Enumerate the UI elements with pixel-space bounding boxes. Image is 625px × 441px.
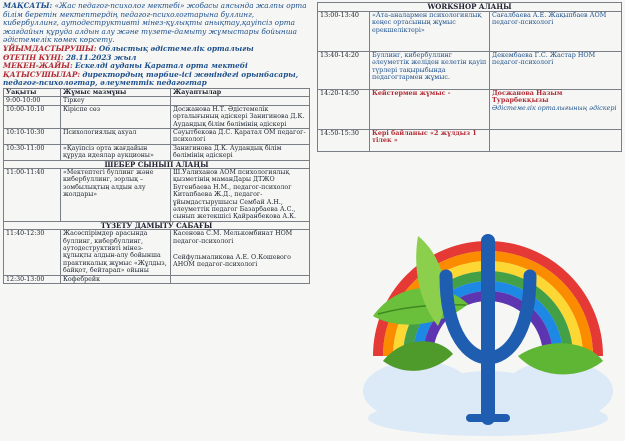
row-time: 13:00-13:40 [318,11,370,51]
row-time: 9:00-10:00 [4,97,61,105]
row-responsible: Декембаева Г.С. Жастар НОМ педагог-психологі [490,51,622,89]
participants-label: ҚАТЫСУШЫЛАР: [3,69,81,79]
psychology-psi-logo [358,186,616,438]
responsible-name: Досжанова Назым Турарбекқызы [492,88,563,104]
date-text: 28.11.2023 жыл [65,52,137,62]
participants-text: директордың тәрбие-ісі жөніндегі орынбасары, педагог-психологтар, әлеуметтік педагогтар [3,69,299,88]
table-row [318,89,622,129]
row-responsible: Ш.Уалиханов АОМ психологиялық қызметінің маманДары ДТЖО Бугенбаева Н.М., педагог-психолог Китапбаева Ж.Д., педагог-ұйымдастырушысы Сембай А.Н., әлеуметтік педагог Базарбаева А.С., сынып жетекшісі Қайранбекова А.К. [171,169,310,222]
row-responsible: Занигинова Д.К. Аудандық білім бөлімінің әдіскері [171,144,310,160]
row-responsible: Сағалбаева А.Е. Жақыпбаев АОМ педагог-психологі [490,11,622,51]
row-time: 10:00-10:10 [4,105,61,128]
spacer [173,245,307,254]
row-content: Кіріспе сөз [61,105,171,128]
row-responsible [171,230,310,275]
table-row [318,51,622,89]
row-content: Буллинг, кибербуллинг әлеуметтік желіден келетін қауіп түрлері тақырыбында педагогтармен жұмыс. [370,51,490,89]
row-content: «Қауіпсіз орта жағдайын құруда идеялар аукционы» [61,144,171,160]
address-text: Ескелді ауданы Қаратал орта мектебі [74,61,248,71]
row-content: Тіркеу [61,97,171,105]
right-column [317,2,622,152]
row-time: 12:30-13:00 [4,275,61,283]
table-row [4,230,310,275]
section-row-master [4,160,310,168]
left-column [3,2,310,284]
header-content: Жұмыс мазмұны [61,88,171,96]
row-content: «Ата-аналармен психологиялық кеңес ортасының жұмыс ерекшеліктері» [370,11,490,51]
row-content: «Мектептегі буллинг және кибербуллинг, зорлық – зомбылықтың алдын алу жолдары» [61,169,171,222]
goal-text: «Жас педагог-психолог мектебі» жобасы аясында жалпы орта білім беретін мектептердің педагог-психологтарына буллинг, кибербуллинг, аутодеструктивті мінез-құлықты анықтау,қауіпсіз орта жағдайын құруда алдын алу және түзете-дамыту жұмыстары бойынша әдістемелік көмек көрсету. [3,1,307,45]
table-row [4,169,310,222]
row-responsible: Сәуытбекова Д.С. Қаратал ОМ педагог-психологі [171,128,310,144]
intro-block [3,2,310,88]
organizer-label: ҰЙЫМДАСТЫРУШЫ: [3,43,97,53]
responsible-line: Касенова С.М. Мелькомбинат НОМ педагог-психологі [173,230,293,245]
header-responsible: Жауаптылар [171,88,310,96]
workshop-title: WORKSHOP АЛАҢЫ [318,3,622,12]
participants-paragraph [3,71,310,88]
schedule-table [3,88,310,284]
responsible-role: Әдістемелік орталығының әдіскері [492,103,617,112]
row-time: 14:20-14:50 [318,89,370,129]
goal-paragraph [3,2,310,45]
table-row [4,144,310,160]
goal-label: МАҚСАТЫ: [3,1,53,10]
schedule-header-row [4,88,310,96]
table-row [4,97,310,105]
row-responsible: Досжанова Н.Т. Әдістемелік орталығының әдіскері Занигинова Д.К. Аудандық білім бөлімінің әдіскері [171,105,310,128]
section-master-title: ШЕБЕР СЫНЫП АЛАҢЫ [4,160,310,168]
workshop-title-row [318,3,622,12]
row-content: Кофебрейк [61,275,171,283]
table-row [318,11,622,51]
date-label: ӨТЕТІН КҮНІ: [3,52,64,62]
responsible-line: Сейфульмаликова А.Е. О.Кошевого АНОМ педагог-психологі [173,254,291,269]
row-time: 11:40-12:30 [4,230,61,275]
row-time: 14:50-15:30 [318,129,370,151]
workshop-table [317,2,622,152]
header-time: Уақыты [4,88,61,96]
section-row-correction [4,221,310,229]
address-label: МЕКЕН-ЖАЙЫ: [3,61,73,71]
row-time: 10:10-10:30 [4,128,61,144]
table-row [318,129,622,151]
row-content: Кейстермен жұмыс - [370,89,490,129]
table-row [4,275,310,283]
table-row [4,105,310,128]
row-responsible [171,275,310,283]
row-time: 13:40-14:20 [318,51,370,89]
row-time: 10:30-11:00 [4,144,61,160]
row-responsible [171,97,310,105]
row-time: 11:00-11:40 [4,169,61,222]
organizer-text: Облыстық әдістемелік орталығы [98,43,254,53]
row-responsible [490,129,622,151]
section-correction-title: ТҮЗЕТУ ДАМЫТУ САБАҒЫ [4,221,310,229]
row-responsible [490,89,622,129]
row-content: Жасөспірімдер арасында буллинг, кибербуллинг, аутодеструктивті мінез-құлықты алдын-алу бойынша практикалық жұмыс «Жұлдыз, байқот, бейтарап» ойыны [61,230,171,275]
row-content: Психологиялық ахуал [61,128,171,144]
table-row [4,128,310,144]
row-content: Кері байланыс «2 жұлдыз 1 тілек » [370,129,490,151]
